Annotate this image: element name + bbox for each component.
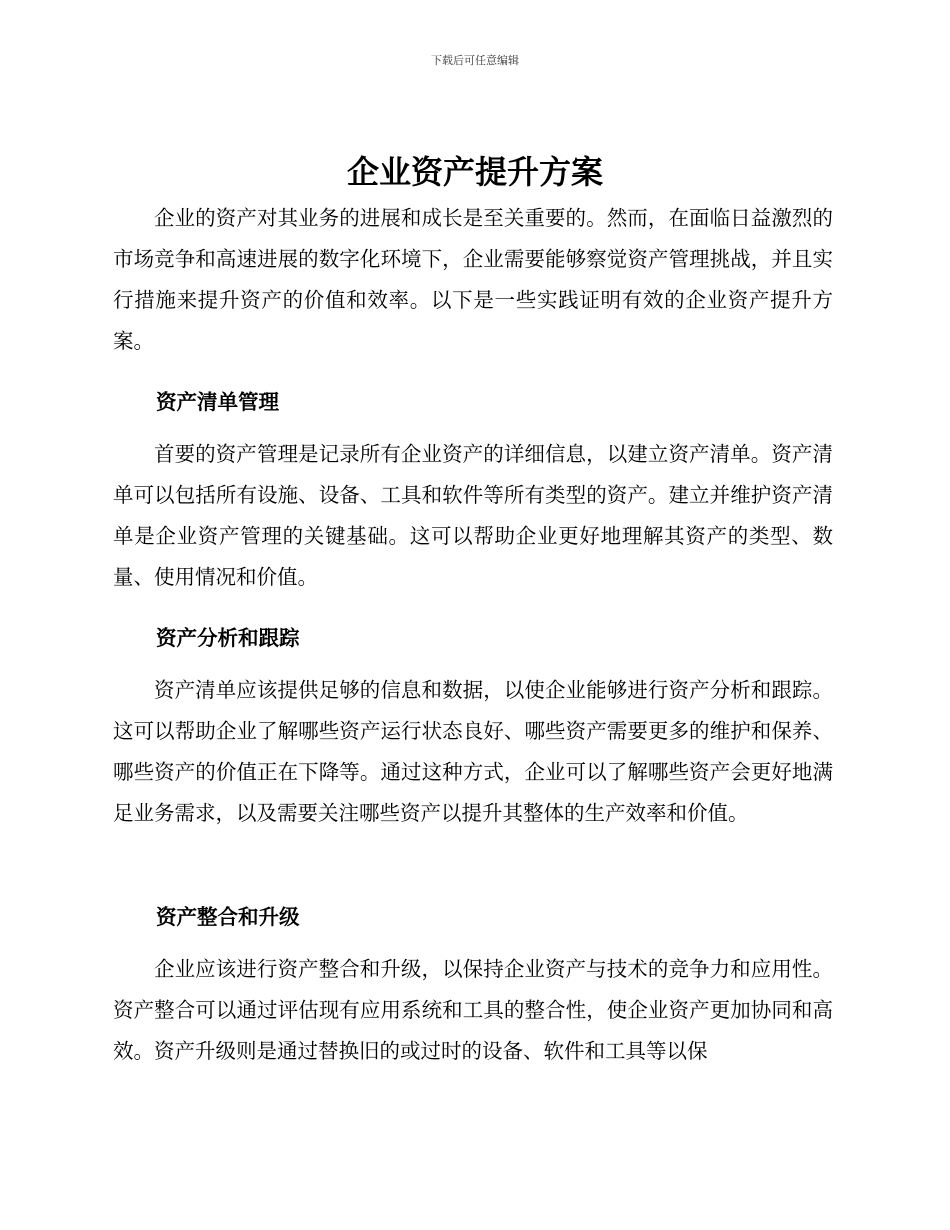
section-heading-asset-inventory: 资产清单管理: [156, 390, 279, 414]
section-heading-asset-upgrade: 资产整合和升级: [156, 905, 300, 929]
document-title: 企业资产提升方案: [346, 153, 603, 191]
section-heading-asset-analysis: 资产分析和跟踪: [156, 626, 300, 650]
intro-paragraph: 企业的资产对其业务的进展和成长是至关重要的。然而，在面临日益激烈的市场竞争和高速进展的数字化环境下，企业需要能够察觉资产管理挑战，并且实行措施来提升资产的价值和效率。以下是一些实践证明有效的企业资产提升方案。: [113, 206, 833, 353]
header-note: 下载后可任意编辑: [431, 54, 519, 67]
section-paragraph-asset-inventory: 首要的资产管理是记录所有企业资产的详细信息，以建立资产清单。资产清单可以包括所有设施、设备、工具和软件等所有类型的资产。建立并维护资产清单是企业资产管理的关键基础。这可以帮助企业更好地理解其资产的类型、数量、使用情况和价值。: [113, 442, 833, 589]
section-paragraph-asset-upgrade: 企业应该进行资产整合和升级，以保持企业资产与技术的竞争力和应用性。资产整合可以通过评估现有应用系统和工具的整合性，使企业资产更加协同和高效。资产升级则是通过替换旧的或过时的设备、软件和工具等以保: [113, 957, 833, 1063]
section-paragraph-asset-analysis: 资产清单应该提供足够的信息和数据，以使企业能够进行资产分析和跟踪。这可以帮助企业了解哪些资产运行状态良好、哪些资产需要更多的维护和保养、哪些资产的价值正在下降等。通过这种方式，企业可以了解哪些资产会更好地满足业务需求，以及需要关注哪些资产以提升其整体的生产效率和价值。: [113, 678, 833, 825]
